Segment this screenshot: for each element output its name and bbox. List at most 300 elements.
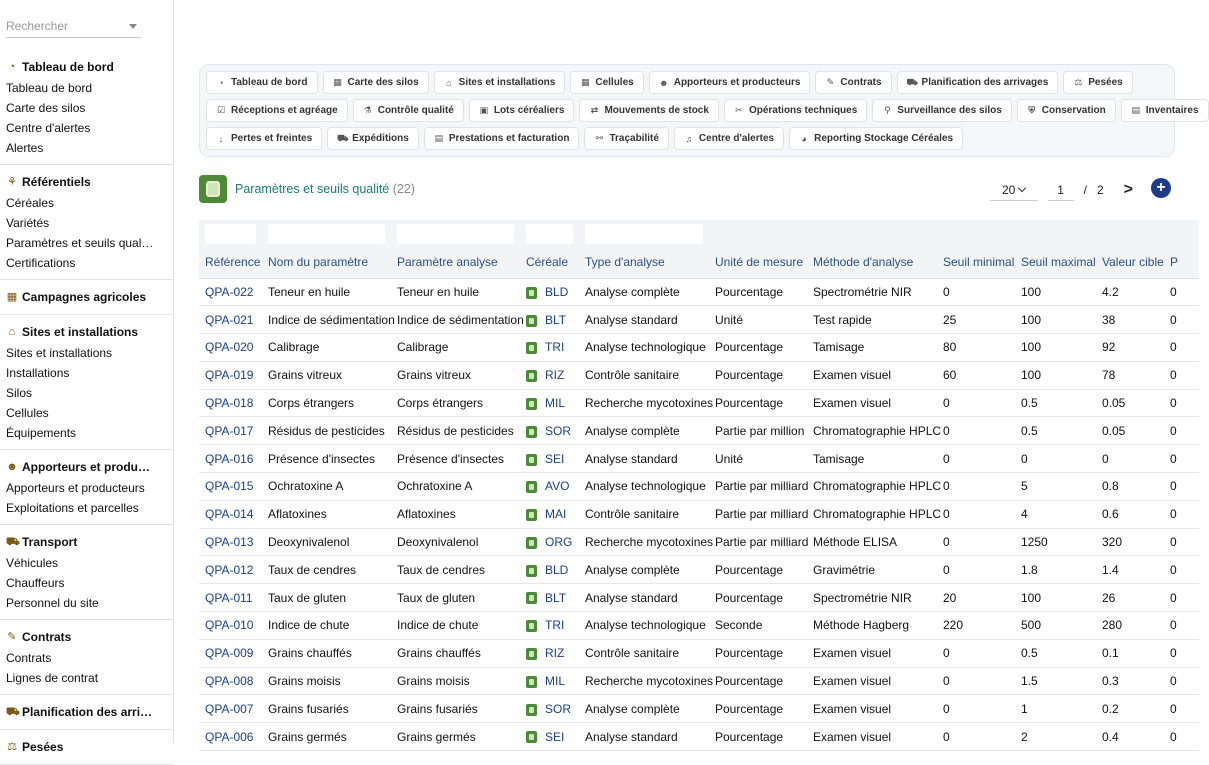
cell-cereale[interactable] [520, 556, 579, 584]
filter-input-cereale[interactable] [526, 224, 573, 244]
module-button-label: Lots céréaliers [493, 105, 565, 116]
cell-seuil-minimal: 0 [937, 278, 1015, 306]
column-header-reference[interactable]: Référence [199, 246, 262, 278]
cell-unite-de-mesure: Partie par million [709, 417, 807, 445]
cereal-code[interactable]: BLT [545, 590, 567, 605]
cereal-code[interactable]: TRI [545, 340, 565, 355]
cell-seuil-minimal: 0 [937, 556, 1015, 584]
sidebar-section-label: Tableau de bord [22, 60, 114, 74]
sidebar-item-varietes[interactable]: Variétés [6, 216, 50, 230]
pagination [990, 179, 1133, 201]
cell-seuil-minimal: 0 [937, 695, 1015, 723]
cell-cereale[interactable] [520, 306, 579, 334]
arrow-down-icon: ↓ [218, 133, 224, 144]
cell-seuil-minimal: 20 [937, 584, 1015, 612]
cell-cereale[interactable] [520, 389, 579, 417]
cell-methode-d-analyse: Examen visuel [807, 723, 937, 751]
cell-parametre-analyse: Deoxynivalenol [391, 528, 520, 556]
module-button-operations-techniques[interactable] [724, 99, 867, 122]
grain-icon [526, 454, 537, 466]
cell-nom-du-parametre: Grains vitreux [262, 361, 391, 389]
module-button-label: Carte des silos [347, 77, 419, 88]
sidebar-item-contrats[interactable]: Contrats [6, 651, 52, 665]
cell-nom-du-parametre: Résidus de pesticides [262, 417, 391, 445]
module-bar [199, 64, 1199, 157]
cell-seuil-minimal: 0 [937, 639, 1015, 667]
cell-reference[interactable]: QPA-022 [199, 278, 262, 306]
column-header-cereale[interactable]: Céréale [520, 246, 579, 278]
grain-icon [526, 565, 537, 577]
module-button-tableau-de-bord[interactable] [206, 71, 318, 94]
cell-type-d-analyse: Recherche mycotoxines [579, 528, 709, 556]
cell-unite-de-mesure: Unité [709, 306, 807, 334]
page-size-select[interactable] [990, 179, 1038, 201]
cell-seuil-maximal: 100 [1015, 361, 1096, 389]
cell-valeur-cible: 38 [1096, 306, 1164, 334]
cell-methode-d-analyse: Méthode Hagberg [807, 612, 937, 640]
users-icon: ☻ [6, 461, 18, 473]
module-button-carte-des-silos[interactable] [323, 71, 429, 94]
shield-icon: ⛨ [1028, 105, 1036, 115]
column-header-parametre-analyse[interactable]: Paramètre analyse [391, 246, 520, 278]
module-button-label: Planification des arrivages [921, 77, 1049, 88]
cell-valeur-cible: 0 [1096, 445, 1164, 473]
cell-valeur-cible: 0.05 [1096, 389, 1164, 417]
table-row[interactable] [199, 500, 1199, 528]
cell-unite-de-mesure: Partie par milliard [709, 500, 807, 528]
cell-methode-d-analyse: Chromatographie HPLC [807, 417, 937, 445]
cell-reference[interactable]: QPA-017 [199, 417, 262, 445]
table-row[interactable] [199, 389, 1199, 417]
sidebar-section-title[interactable] [0, 321, 173, 343]
cereal-code[interactable]: MIL [545, 396, 566, 411]
filter-cell [520, 220, 579, 246]
cell-seuil-maximal: 4 [1015, 500, 1096, 528]
chevron-down-icon[interactable] [129, 24, 137, 29]
sidebar-item-silos[interactable]: Silos [6, 386, 33, 400]
cell-nom-du-parametre: Ochratoxine A [262, 473, 391, 501]
page-header [199, 175, 1175, 205]
cell-seuil-maximal: 100 [1015, 306, 1096, 334]
table-row[interactable] [199, 556, 1199, 584]
cereal-code[interactable]: RIZ [545, 646, 565, 661]
cell-methode-d-analyse: Chromatographie HPLC [807, 473, 937, 501]
sidebar-section-planification-des-arri [0, 695, 173, 730]
cell-reference[interactable]: QPA-009 [199, 639, 262, 667]
table-row[interactable] [199, 667, 1199, 695]
sidebar-section-apporteurs-et-produ [0, 450, 173, 525]
sidebar-section-title[interactable] [0, 456, 173, 478]
table-row[interactable] [199, 584, 1199, 612]
cell-reference[interactable]: QPA-008 [199, 667, 262, 695]
module-button-sites-et-installations[interactable] [434, 71, 566, 94]
sidebar-section-label: Apporteurs et produ… [22, 460, 150, 474]
clipboard-check-icon: ☑ [216, 105, 226, 115]
cereal-code[interactable]: ORG [545, 535, 573, 550]
scale-icon: ⚖ [7, 741, 17, 753]
current-page-input[interactable]: 1 [1048, 179, 1074, 201]
module-button-conservation[interactable] [1017, 99, 1116, 122]
cell-parametre-analyse: Présence d'insectes [391, 445, 520, 473]
header-row [199, 246, 1199, 278]
cell-parametre-analyse: Calibrage [391, 334, 520, 362]
search-placeholder: Rechercher [6, 19, 69, 33]
cell-type-d-analyse: Analyse standard [579, 723, 709, 751]
grain-icon [526, 648, 537, 660]
cell-nom-du-parametre: Corps étrangers [262, 389, 391, 417]
cell-methode-d-analyse: Test rapide [807, 306, 937, 334]
page-title [235, 182, 415, 196]
cell-methode-d-analyse: Chromatographie HPLC [807, 500, 937, 528]
module-button-reporting-stockage-cereales[interactable] [789, 127, 963, 150]
cell-parametre-analyse: Grains fusariés [391, 695, 520, 723]
module-button-pertes-et-freintes[interactable] [206, 127, 322, 150]
cell-cereale[interactable] [520, 639, 579, 667]
table-row[interactable] [199, 417, 1199, 445]
filter-input-reference[interactable] [205, 224, 256, 244]
column-header-p[interactable]: P [1164, 246, 1199, 278]
sidebar-item-tableau-de-bord[interactable]: Tableau de bord [6, 81, 93, 95]
cereal-code[interactable]: SEI [545, 451, 565, 466]
column-header-seuil-maximal[interactable]: Seuil maximal [1015, 246, 1096, 278]
table-row[interactable] [199, 306, 1199, 334]
module-button-prestations-et-facturation[interactable] [424, 127, 580, 150]
cell-methode-d-analyse: Gravimétrie [807, 556, 937, 584]
cell-parametre-analyse: Teneur en huile [391, 278, 520, 306]
module-button-planification-des-arrivages[interactable] [897, 71, 1059, 94]
cell-type-d-analyse: Contrôle sanitaire [579, 500, 709, 528]
cell-p: 0 [1164, 528, 1199, 556]
table-row[interactable] [199, 612, 1199, 640]
sidebar-item-certifications[interactable]: Certifications [6, 256, 76, 270]
cell-seuil-minimal: 0 [937, 389, 1015, 417]
cell-p: 0 [1164, 389, 1199, 417]
cereal-code[interactable]: AVO [545, 479, 570, 494]
module-button-label: Contrats [840, 77, 882, 88]
dashboard-icon: ◔ [218, 77, 224, 88]
cereal-code[interactable]: BLT [545, 312, 567, 327]
cell-parametre-analyse: Ochratoxine A [391, 473, 520, 501]
table-row[interactable] [199, 334, 1199, 362]
calendar-icon: ▦ [6, 291, 18, 303]
cell-seuil-maximal: 1.5 [1015, 667, 1096, 695]
sidebar-item-alertes[interactable]: Alertes [6, 141, 44, 155]
grain-icon [526, 287, 537, 299]
sidebar-section-label: Transport [22, 535, 78, 549]
next-page-icon[interactable]: > [1123, 181, 1133, 198]
cereal-code[interactable]: SOR [545, 423, 572, 438]
module-button-receptions-et-agreage[interactable] [206, 99, 348, 122]
cell-unite-de-mesure: Pourcentage [709, 723, 807, 751]
sidebar-section-title[interactable] [0, 56, 173, 78]
cell-seuil-maximal: 100 [1015, 584, 1096, 612]
sidebar-section-label: Sites et installations [22, 325, 139, 339]
module-button-label: Cellules [595, 77, 634, 88]
cell-seuil-minimal: 0 [937, 417, 1015, 445]
cell-p: 0 [1164, 723, 1199, 751]
cell-parametre-analyse: Corps étrangers [391, 389, 520, 417]
cell-type-d-analyse: Recherche mycotoxines [579, 389, 709, 417]
sidebar [0, 0, 174, 754]
module-button-mouvements-de-stock[interactable] [579, 99, 718, 122]
cell-cereale[interactable] [520, 278, 579, 306]
module-button-apporteurs-et-producteurs[interactable] [649, 71, 811, 94]
cell-nom-du-parametre: Grains chauffés [262, 639, 391, 667]
cell-seuil-maximal: 500 [1015, 612, 1096, 640]
table-row[interactable] [199, 278, 1199, 306]
cell-reference[interactable]: QPA-011 [199, 584, 262, 612]
column-header-type-d-analyse[interactable]: Type d'analyse [579, 246, 709, 278]
cell-type-d-analyse: Contrôle sanitaire [579, 361, 709, 389]
sidebar-item-lignes-de-contrat[interactable]: Lignes de contrat [6, 671, 99, 685]
module-row [206, 71, 1168, 94]
cell-cereale[interactable] [520, 528, 579, 556]
cell-p: 0 [1164, 612, 1199, 640]
add-record-button[interactable]: + [1151, 178, 1171, 198]
cell-seuil-minimal: 0 [937, 667, 1015, 695]
cell-valeur-cible: 26 [1096, 584, 1164, 612]
page-size-value: 20 [1001, 182, 1016, 197]
table-row[interactable] [199, 473, 1199, 501]
box-icon: ▣ [479, 105, 489, 115]
module-button-tracabilite[interactable] [584, 127, 668, 150]
cell-cereale[interactable] [520, 334, 579, 362]
cell-parametre-analyse: Taux de gluten [391, 584, 520, 612]
cell-seuil-minimal: 0 [937, 723, 1015, 751]
sidebar-item-equipements[interactable]: Équipements [6, 426, 77, 440]
cell-parametre-analyse: Taux de cendres [391, 556, 520, 584]
module-button-label: Prestations et facturation [448, 133, 570, 144]
sidebar-item-cellules[interactable]: Cellules [6, 406, 49, 420]
cell-nom-du-parametre: Grains fusariés [262, 695, 391, 723]
column-header-valeur-cible[interactable]: Valeur cible [1096, 246, 1164, 278]
sidebar-item-chauffeurs[interactable]: Chauffeurs [6, 576, 65, 590]
cell-p: 0 [1164, 667, 1199, 695]
module-button-contrats[interactable] [815, 71, 891, 94]
sidebar-section-title[interactable] [0, 286, 173, 308]
filter-cell [391, 220, 520, 246]
filter-input-parametre-analyse[interactable] [397, 224, 514, 244]
grain-icon [526, 426, 537, 438]
grain-icon [526, 315, 537, 327]
sidebar-section-label: Contrats [22, 630, 72, 644]
cereal-code[interactable]: BLD [545, 562, 569, 577]
grain-icon [526, 620, 537, 632]
cell-methode-d-analyse: Tamisage [807, 445, 937, 473]
module-button-label: Traçabilité [609, 133, 659, 144]
column-header-nom-du-parametre[interactable]: Nom du paramètre [262, 246, 391, 278]
cereal-code[interactable]: RIZ [545, 368, 565, 383]
cell-reference[interactable]: QPA-007 [199, 695, 262, 723]
data-table [199, 220, 1179, 744]
cell-nom-du-parametre: Deoxynivalenol [262, 528, 391, 556]
cell-parametre-analyse: Grains germés [391, 723, 520, 751]
cell-nom-du-parametre: Indice de sédimentation [262, 306, 391, 334]
sidebar-item-carte-des-silos[interactable]: Carte des silos [6, 101, 86, 115]
sidebar-item-sites-et-installations[interactable]: Sites et installations [6, 346, 113, 360]
sidebar-item-personnel-du-site[interactable]: Personnel du site [6, 596, 99, 610]
sidebar-item-installations[interactable]: Installations [6, 366, 70, 380]
cell-type-d-analyse: Analyse technologique [579, 334, 709, 362]
table-row[interactable] [199, 695, 1199, 723]
module-button-label: Sites et installations [458, 77, 556, 88]
module-button-cellules[interactable] [570, 71, 643, 94]
sidebar-item-parametres-et-seuils-qual[interactable]: Paramètres et seuils qual… [6, 236, 154, 250]
cereal-code[interactable]: SOR [545, 701, 572, 716]
cell-cereale[interactable] [520, 584, 579, 612]
cell-methode-d-analyse: Examen visuel [807, 667, 937, 695]
sidebar-section-title[interactable] [0, 701, 173, 723]
cell-cereale[interactable] [520, 612, 579, 640]
cell-valeur-cible: 0.4 [1096, 723, 1164, 751]
module-button-centre-d-alertes[interactable] [674, 127, 784, 150]
cell-cereale[interactable] [520, 500, 579, 528]
cell-cereale[interactable] [520, 445, 579, 473]
sidebar-section-referentiels [0, 165, 173, 280]
module-button-label: Pertes et freintes [231, 133, 313, 144]
filter-row [199, 220, 1199, 246]
cell-nom-du-parametre: Calibrage [262, 334, 391, 362]
module-row [206, 127, 1168, 150]
grain-icon [526, 676, 537, 688]
sidebar-item-exploitations-et-parcelles[interactable]: Exploitations et parcelles [6, 501, 139, 515]
cell-unite-de-mesure: Unité [709, 445, 807, 473]
cell-type-d-analyse: Analyse technologique [579, 612, 709, 640]
module-button-controle-qualite[interactable] [353, 99, 464, 122]
cell-valeur-cible: 1.4 [1096, 556, 1164, 584]
cell-parametre-analyse: Indice de chute [391, 612, 520, 640]
filter-input-type-d-analyse[interactable] [585, 224, 703, 244]
cell-reference[interactable]: QPA-021 [199, 306, 262, 334]
cell-cereale[interactable] [520, 417, 579, 445]
cell-cereale[interactable] [520, 473, 579, 501]
filter-cell [807, 220, 937, 246]
cell-parametre-analyse: Grains moisis [391, 667, 520, 695]
sidebar-item-apporteurs-et-producteurs[interactable]: Apporteurs et producteurs [6, 481, 145, 495]
cell-unite-de-mesure: Partie par milliard [709, 473, 807, 501]
sidebar-section-title[interactable] [0, 531, 173, 553]
cell-reference[interactable]: QPA-016 [199, 445, 262, 473]
truck-loading-icon: ⛟ [6, 706, 20, 718]
truck-icon: ⛟ [337, 132, 349, 143]
cell-reference[interactable]: QPA-010 [199, 612, 262, 640]
cell-type-d-analyse: Analyse standard [579, 584, 709, 612]
module-button-inventaires[interactable] [1121, 99, 1209, 122]
module-button-label: Contrôle qualité [377, 105, 454, 116]
cell-seuil-minimal: 0 [937, 528, 1015, 556]
filter-cell [1164, 220, 1199, 246]
table-row[interactable] [199, 361, 1199, 389]
cell-seuil-minimal: 25 [937, 306, 1015, 334]
cell-reference[interactable]: QPA-018 [199, 389, 262, 417]
cell-type-d-analyse: Analyse technologique [579, 473, 709, 501]
sidebar-item-centre-d-alertes[interactable]: Centre d'alertes [6, 121, 91, 135]
cell-reference[interactable]: QPA-015 [199, 473, 262, 501]
cell-reference[interactable]: QPA-014 [199, 500, 262, 528]
table-row[interactable] [199, 723, 1199, 751]
sidebar-item-vehicules[interactable]: Véhicules [6, 556, 59, 570]
cell-nom-du-parametre: Taux de gluten [262, 584, 391, 612]
column-header-methode-d-analyse[interactable]: Méthode d'analyse [807, 246, 937, 278]
cell-seuil-maximal: 2 [1015, 723, 1096, 751]
column-header-unite-de-mesure[interactable]: Unité de mesure [709, 246, 807, 278]
cell-nom-du-parametre: Grains moisis [262, 667, 391, 695]
cell-seuil-minimal: 220 [937, 612, 1015, 640]
total-pages: 2 [1096, 183, 1104, 197]
cereal-code[interactable]: TRI [545, 618, 565, 633]
cell-methode-d-analyse: Spectrométrie NIR [807, 278, 937, 306]
sidebar-search-input[interactable] [6, 14, 141, 38]
flask-icon: ⚗ [363, 105, 372, 115]
cell-cereale[interactable] [520, 667, 579, 695]
cell-unite-de-mesure: Pourcentage [709, 389, 807, 417]
cell-valeur-cible: 0.8 [1096, 473, 1164, 501]
cell-nom-du-parametre: Grains germés [262, 723, 391, 751]
filter-cell [579, 220, 709, 246]
warehouse-icon: ⌂ [8, 326, 16, 338]
module-button-lots-cerealiers[interactable] [469, 99, 575, 122]
cell-reference[interactable]: QPA-006 [199, 723, 262, 751]
table-row[interactable] [199, 639, 1199, 667]
module-button-expeditions[interactable] [327, 127, 419, 150]
cell-seuil-maximal: 1.8 [1015, 556, 1096, 584]
column-header-seuil-minimal[interactable]: Seuil minimal [937, 246, 1015, 278]
sidebar-section-tableau-de-bord [0, 50, 173, 165]
cereal-code[interactable]: BLD [545, 284, 569, 299]
cereal-code[interactable]: SEI [545, 729, 565, 744]
cell-unite-de-mesure: Pourcentage [709, 639, 807, 667]
table-row[interactable] [199, 445, 1199, 473]
scale-icon: ⚖ [1074, 77, 1083, 87]
cell-p: 0 [1164, 639, 1199, 667]
module-button-label: Inventaires [1145, 105, 1199, 116]
cell-reference[interactable]: QPA-012 [199, 556, 262, 584]
module-button-surveillance-des-silos[interactable] [872, 99, 1012, 122]
cell-nom-du-parametre: Indice de chute [262, 612, 391, 640]
module-button-pesees[interactable] [1063, 71, 1132, 94]
cell-type-d-analyse: Analyse complète [579, 278, 709, 306]
cell-valeur-cible: 0.3 [1096, 667, 1164, 695]
sidebar-section-title[interactable] [0, 626, 173, 648]
cell-reference[interactable]: QPA-013 [199, 528, 262, 556]
cell-p: 0 [1164, 306, 1199, 334]
grain-icon [526, 481, 537, 493]
cell-p: 0 [1164, 445, 1199, 473]
cereal-code[interactable]: MAI [545, 507, 567, 522]
cell-cereale[interactable] [520, 723, 579, 751]
cereal-code[interactable]: MIL [545, 674, 566, 689]
cell-seuil-maximal: 1250 [1015, 528, 1096, 556]
cell-cereale[interactable] [520, 695, 579, 723]
filter-input-nom-du-parametre[interactable] [268, 224, 385, 244]
cell-type-d-analyse: Analyse complète [579, 417, 709, 445]
table-row[interactable] [199, 528, 1199, 556]
cell-nom-du-parametre: Aflatoxines [262, 500, 391, 528]
cell-reference[interactable]: QPA-020 [199, 334, 262, 362]
sidebar-item-cereales[interactable]: Céréales [6, 196, 55, 210]
sidebar-section-title[interactable] [0, 736, 173, 758]
page-title-text: Paramètres et seuils qualité [235, 182, 390, 196]
cell-type-d-analyse: Analyse standard [579, 445, 709, 473]
cell-unite-de-mesure: Pourcentage [709, 584, 807, 612]
cell-seuil-maximal: 100 [1015, 278, 1096, 306]
sidebar-section-title[interactable] [0, 171, 173, 193]
cell-cereale[interactable] [520, 361, 579, 389]
cell-reference[interactable]: QPA-019 [199, 361, 262, 389]
cell-parametre-analyse: Résidus de pesticides [391, 417, 520, 445]
cell-seuil-maximal: 0.5 [1015, 417, 1096, 445]
sidebar-section-label: Campagnes agricoles [22, 290, 147, 304]
